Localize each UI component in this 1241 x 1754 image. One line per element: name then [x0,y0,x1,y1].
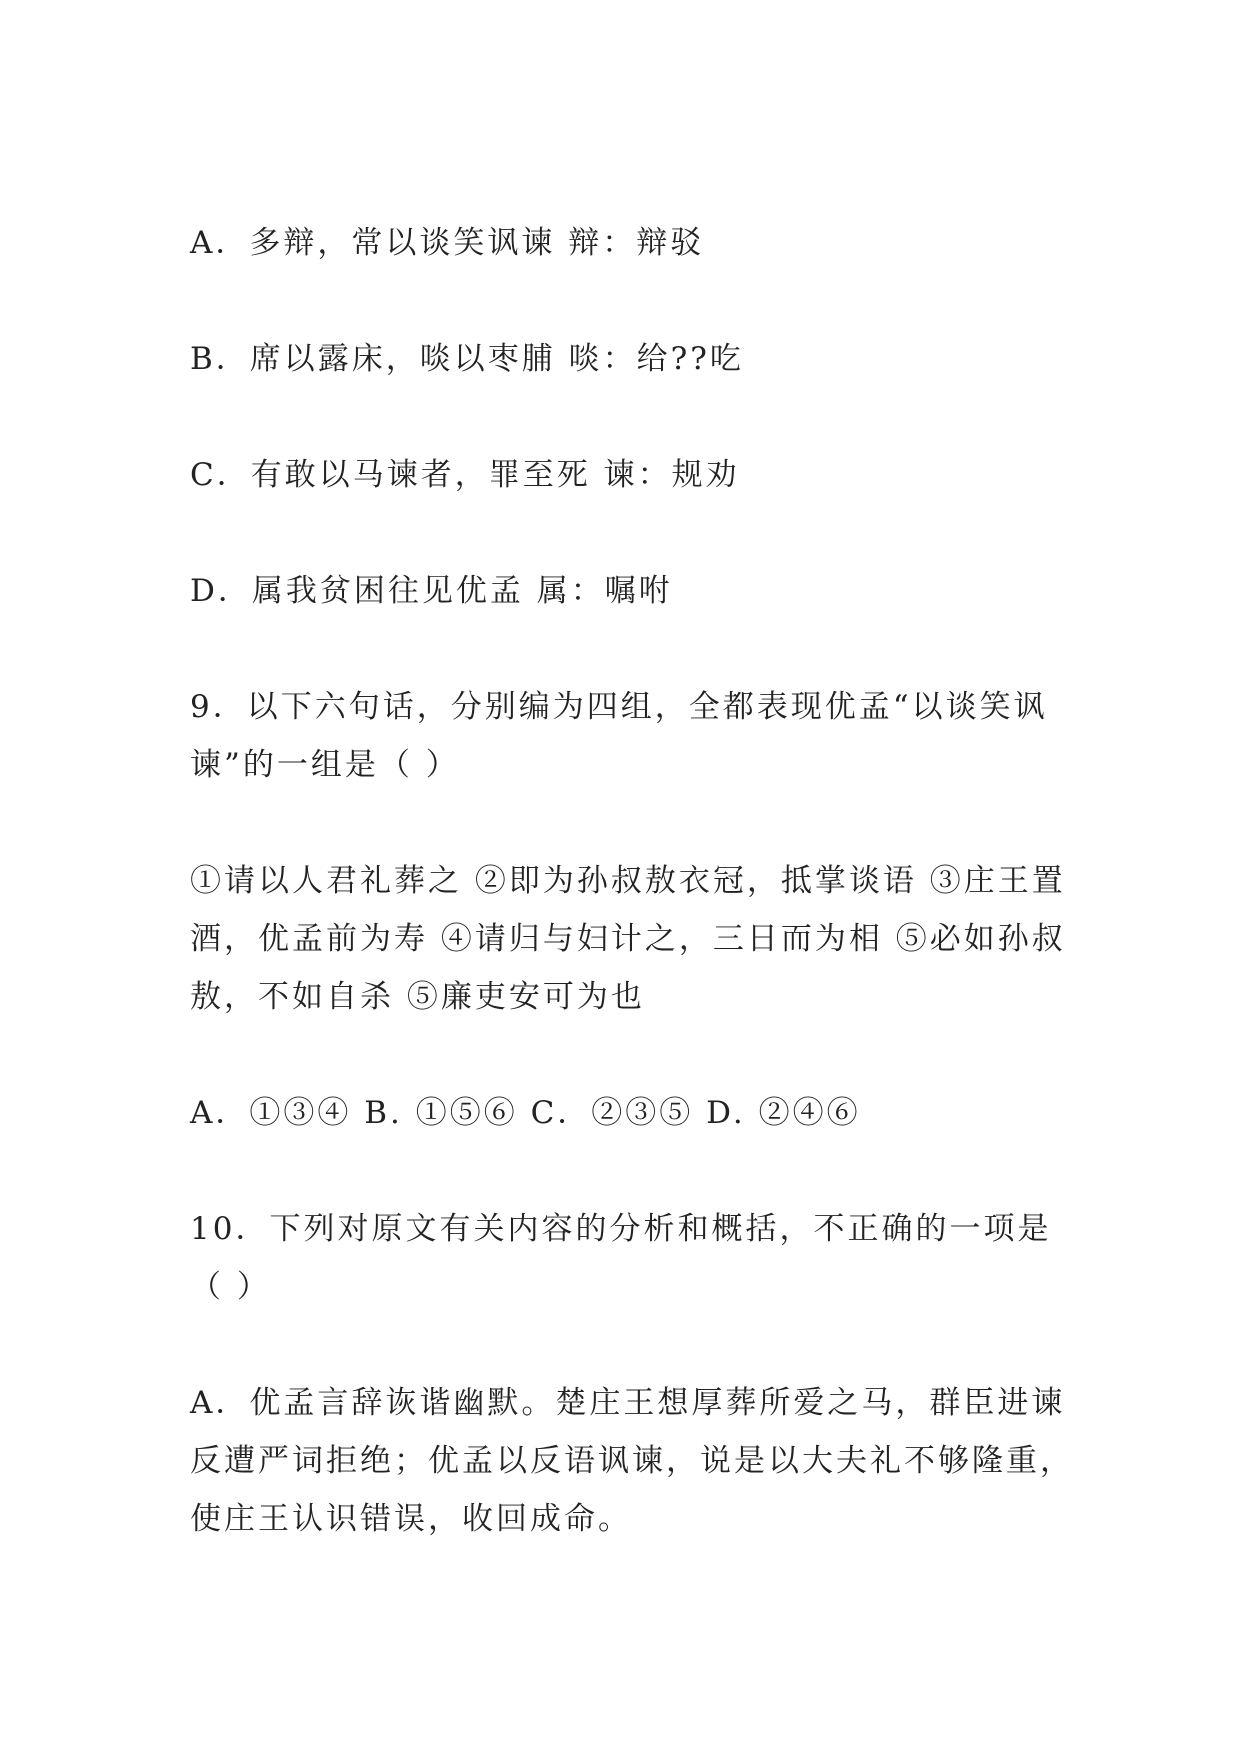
q10-option-a-line-3: 使庄王认识错误，收回成命。 [190,1501,632,1537]
q10-stem-line-1: 10．下列对原文有关内容的分析和概括，不正确的一项是 [190,1211,1052,1247]
q9-options: A．①③④ B. ①⑤⑥ C．②③⑤ D. ②④⑥ [190,1095,861,1131]
q10-option-a-line-1: A．优孟言辞诙谐幽默。楚庄王想厚葬所爱之马，群臣进谏 [190,1385,1066,1421]
q8-option-c: C．有敢以马谏者，罪至死 谏：规劝 [190,457,740,493]
q8-option-a: A．多辩，常以谈笑讽谏 辩：辩驳 [190,225,705,261]
q10-stem-line-2: （ ） [190,1269,271,1305]
q9-stem-line-1: 9．以下六句话，分别编为四组，全都表现优孟“以谈笑讽 [190,689,1048,725]
q8-option-b: B．席以露床，啖以枣脯 啖：给??吃 [190,341,744,377]
q9-items-line-2: 酒，优孟前为寿 ④请归与妇计之，三日而为相 ⑤必如孙叔 [190,921,1066,957]
q10-option-a-line-2: 反遭严词拒绝；优孟以反语讽谏，说是以大夫礼不够隆重， [190,1443,1074,1479]
q8-option-d: D．属我贫困往见优孟 属：嘱咐 [190,573,673,609]
q9-items-line-1: ①请以人君礼葬之 ②即为孙叔敖衣冠，抵掌谈语 ③庄王置 [190,863,1066,899]
q9-items-line-3: 敖，不如自杀 ⑤廉吏安可为也 [190,979,645,1015]
q9-stem-line-2: 谏”的一组是（ ） [190,747,460,783]
